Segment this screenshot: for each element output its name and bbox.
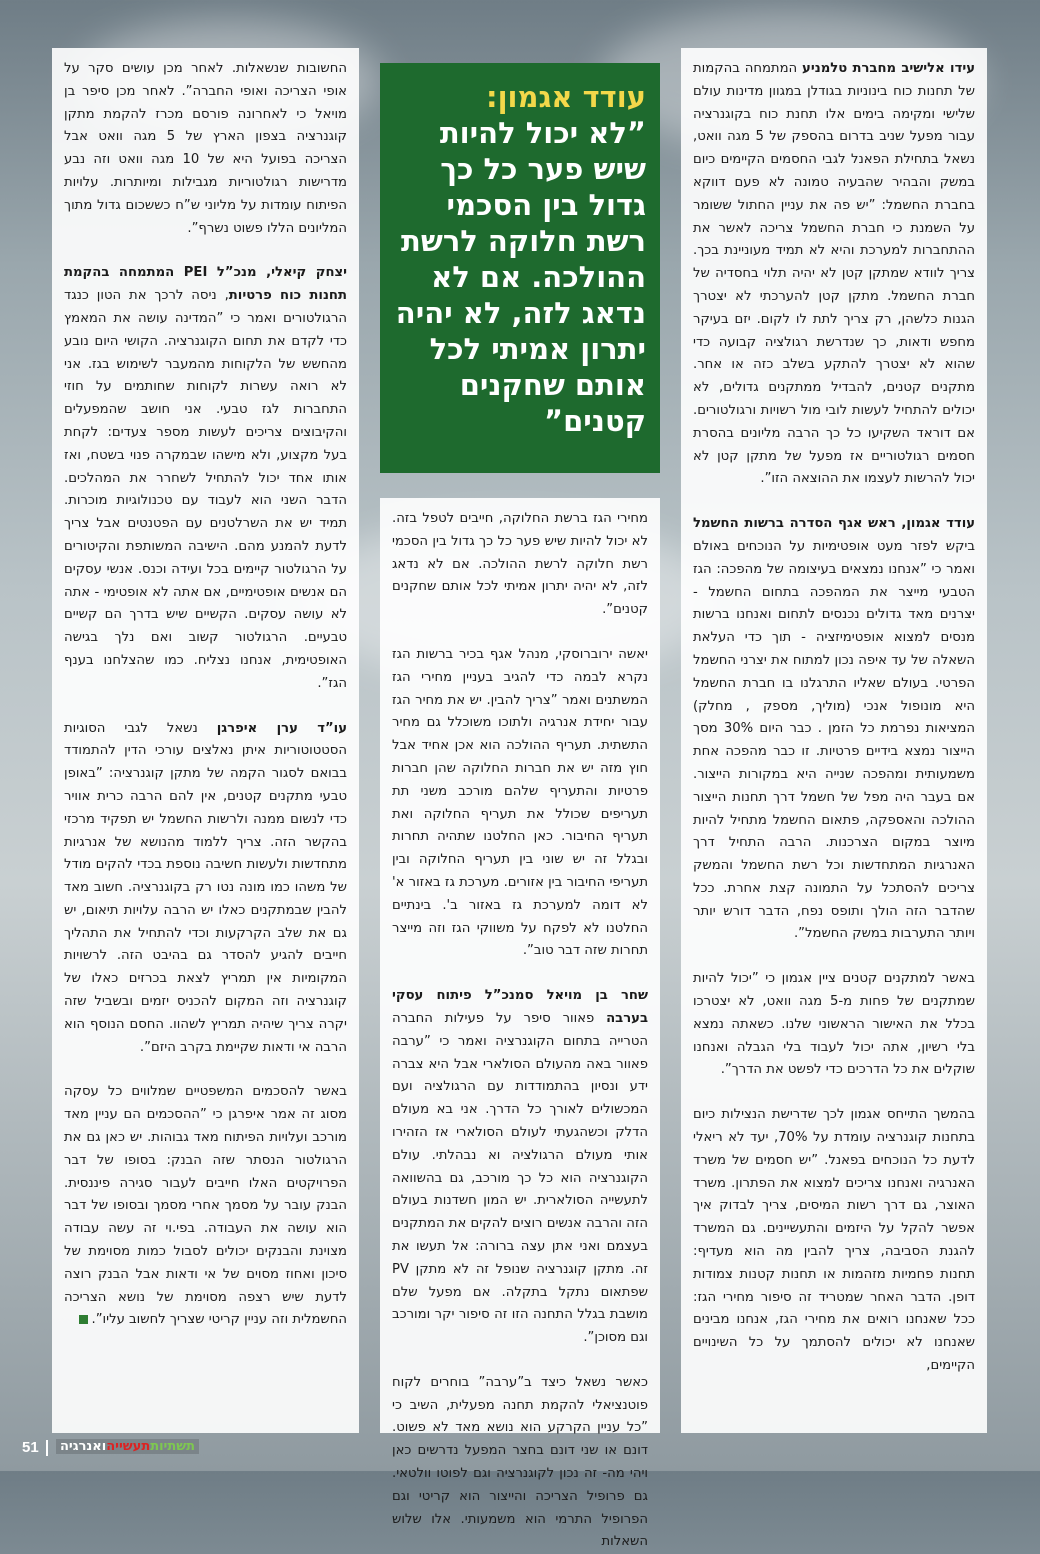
- article-paragraph: [392, 644, 648, 963]
- paragraph-text: מחירי הגז ברשת החלוקה, חייבים לטפל בזה. לא יכול להיות שיש פער כל כך גדול בין הסכמי רשת חלוקה לרשת ההולכה. אם לא נדאג לזה, לא יהיה יתרון אמיתי לכל אותם שחקנים קטנים”.: [392, 511, 648, 618]
- page-footer: [0, 1433, 1040, 1471]
- paragraph-text: פאוור סיפר על פעילות החברה הטרייה בתחום הקוגנרציה ואמר כי ”ערבה פאוור באה מהעולם הסולארי אבל היא צברה ידע ונסיון בהתמודדות עם הרגולציה ועם המכשולים לאורך כל הדרך. אני בא מעולם הדלק וכשהגעתי לעולם הסולארי אז הזהירו אותי מעולם הרגולציה וא נבהלתי. עולם הקוגנרציה הוא כל כך מורכב, גם בהשוואה לתעשייה הסולארית. יש המון חשדנות בעולם הזה והרבה אנשים רוצים להקים את המתקנים בעצמם ואני אתן עצה ברורה: אל תעשו את זה. מתקן קוגנרציה שנופל זה לא מתקן PV שפתאום נתקל בתקלה. אם מפעל שלם מושבת בגלל התחנה הזו זה סיפור יקר ומורכב וגם מסוכן”.: [392, 1010, 648, 1346]
- article-paragraph: [64, 262, 347, 695]
- article-paragraph: [64, 58, 347, 240]
- speaker-name: עו”ד ערן איפרגן: [216, 720, 347, 736]
- paragraph-text: , ניסה לרכך את הטון כנגד הרגולטורים ואמר כי ”המדינה עושה את המאמץ כדי לקדם את תחום הקוגנרציה. הקושי היום נובע מהחשש של הלקוחות מהמעבר לשימוש בגז. אני לא רואה עשרות לקוחות שחותמים על חוזי התחברות לגז טבעי. אני חושב שהמפעלים והקיבוצים צריכים לעשות מספר צעדים: לקחת בעל מקצוע, ולא מישהו שבמקרה פנוי בשטח, ואז אותו אחד יכול להתחיל לשחרר את המהלכים. הדבר השני הוא לעבוד עם טכנולוגיות מוכרות. תמיד יש את השרלטנים עם הפטנטים אבל צריך לדעת להמנע מהם. הישיבה המשותפת והקיטורים על הרגולטור קיימים בכל ועידה וכנס. אנשי עסקים הם אנשים אופטימיים, אם אתה לא אופטימי - אתה לא עושה עסקים. הקשיים שיש בדרך הם קשיים טבעיים. הרגולטור קשוב ואם נלך בגישה האופטימית, אנחנו נצליח. כמו שהצלחנו בענף הגז”.: [64, 288, 347, 691]
- paragraph-text: ביקש לפזר מעט אופטימיות על הנוכחים באולם ואמר כי ”אנחנו נמצאים בעיצומה של מהפכה: הגז הטבעי מייצר את המהפכה בתחום החשמל - יצרנים מאד גדולים נכנסים לתחום ואנחנו ברשות מנסים למצוא אופטימיזציה - תוך כדי העלאת השאלה של עד איפה נכון למתוח את יצרני החשמל הפרטי. בעולם שאליו התרגלנו בו חברת החשמל היא מונופול אנכי (מוליך, מספק , מחלק) המציאות נפרמת כל הזמן . כבר היום 30% מסך הייצור נמצא בידיים פרטיות. זו כבר מהפכה אחת משמעותית ומהפכה שנייה היא במקורות הייצור. אם בעבר היה מפל של חשמל דרך תחנות הייצור ההולכה והאספקה, פתאום החשמל מתחיל להיות מיוצר במקום הצרכנות. הרבה התחיל דרך האנרגיות המתחדשות וכל רשת החשמל והמשק צריכים להסתכל על התמונה קצת אחרת. ככל שהדבר הזה הולך ותופס נפח, הדבר דורש יותר ויותר התערבות במשק החשמל”.: [693, 538, 975, 942]
- speaker-name: יצחק קיאלי, מנכ”ל PEI המתמחה בהקמת תחנות כוח פרטיות: [64, 265, 347, 304]
- article-column-middle: [380, 498, 660, 1550]
- paragraph-text: יאשה ירוברוסקי, מנהל אגף בכיר ברשות הגז נקרא לבמה כדי להגיב בעניין מחירי הגז המשתנים ואמר ”צריך להבין. יש את מחיר הגז עבור יחידת אנרגיה ולתוכו משוכלל גם מחיר התשתית. תעריף ההולכה הוא אכן אחיד אבל חוץ מזה יש את חברות החלוקה שהן חברות פרטיות והתעריף שלהם מורכב משני תת תעריפים שכולל את תעריף החלוקה ואת תעריף החיבור. כאן החלטנו שתהיה תחרות ובגלל זה יש שוני בין תעריף החלוקה ובין תעריפי החיבור בין אזורים. מערכת גז באזור א' לא דומה למערכת גז באזור ב'. בינתיים החלטנו לא לפקח על משווקי הגז וזה מייצר תחרות שזה דבר טוב”.: [392, 646, 648, 959]
- magazine-name-part: ואנרגיה: [60, 1439, 107, 1454]
- speaker-name: שחר בן מויאל סמנכ”ל פיתוח עסקי בערבה: [392, 988, 648, 1026]
- speaker-name: עודד אגמון, ראש אגף הסדרה ברשות החשמל: [693, 516, 975, 532]
- magazine-name: [56, 1439, 199, 1454]
- pull-quote-text: ”לא יכול להיות שיש פער כל כך גדול בין הסכמי רשת חלוקה לרשת ההולכה. אם לא נדאג לזה, לא יהיה יתרון אמיתי לכל אותם שחקנים קטנים”: [395, 116, 646, 438]
- speaker-name: עידו אלישיב מחברת טלמניע: [802, 61, 975, 76]
- page-number: 51: [22, 1439, 39, 1456]
- article-paragraph: [392, 985, 648, 1350]
- pull-quote-box: [380, 63, 660, 473]
- paragraph-text: נשאל לגבי הסוגיות הסטטוטוריות איתן נאלצים עורכי הדין להתמודד בבואם לסגור הקמה של מתקן קוגנרציה: ”באופן טבעי מתקנים קטנים, אין להם הרבה כרית אוויר כדי לנשום ממנה ולרשות החשמל יש תפקיד מרכזי בהקשר הזה. צריך ללמוד מהנושא של אנרגיות מתחדשות ולעשות חשיבה נוספת בכדי להקים מודל של משהו כמו מונה נטו רק בקוגנרציה. חשוב מאד להבין שבמתקנים כאלו יש הרבה עלויות תיאום, יש גם את שלב הקרקעות וכדי להתחיל את התהליך חייבים להגיע להסדר גם בהיבט הזה. לרשויות המקומיות אין תמריץ לצאת בכרזים כאלו של קוגנרציה וזה המקום להכניס יזמים ובשביל שזה יקרה צריך שיהיה תמריץ לשהוו. החסם הנוסף הוא הרבה אי ודאות שקיימת בקרב היזם”.: [64, 720, 347, 1055]
- pull-quote-name: עודד אגמון:: [485, 80, 646, 114]
- paragraph-text: המתמחה בהקמות של תחנות כוח בינוניות בגודלן במגוון מדינות עולם שלישי ומקימה בימים אלו תחנת כוח בקוגנרציה עבור מפעל שניב בדרום בהספק של 5 מגה וואט, נשאל בתחילת הפאנל לגבי החסמים הקיימים כיום במשק והבהיר שהבעיה טמונה לא פעם דווקא בחברת החשמל: ”יש פה את עניין החתול ששומר על השמנת כי חברת החשמל צריכה לאשר את ההתחברות למערכת והיא לא תמיד מעוניינת בכך. צריך לוודא שמתקן קטן לא יהיה תלוי בחסדיה של חברת החשמל. מתקן קטן להערכתי לא יצטרך הגנות כלשהן, רק צריך לתת לו לקום. יזם בעיקר מחפש ודאות, כך שנדרשת רגולציה קבועה כדי שהוא לא יצטרך להתקע בשלב כזה או אחר. מתקנים קטנים, להבדיל ממתקנים גדולים, לא יכולים להתחיל לעשות לובי מול רשויות ורגולטורים. אם דוראד השקיעו כל כך הרבה מליונים בהסרת חסמים רגולטוריים אז מפעל של מתקן קטן לא יכול להרשות לעצמו את ההוצאה הזו”.: [693, 61, 976, 487]
- article-column-left: [52, 48, 359, 1433]
- paragraph-text: החשובות שנשאלות. לאחר מכן עושים סקר על אופי הצריכה ואופי החברה”. לאחר מכן סיפר בן מויאל כי לאחרונה פורסם מכרז להקמת מתקן קוגנרציה בצפון הארץ של 5 מגה וואט אבל הצריכה בפועל היא של 10 מגה וואט וזה נבע מדרישות רגולטוריות מגבילות ומיותרות. עלויות הפיתוח עומדות על מליוני ש”ח כששכום גדול מתוך המליונים הללו פשוט נשרף”.: [64, 61, 347, 236]
- article-paragraph: [693, 58, 975, 491]
- paragraph-text: בהמשך התייחס אגמון לכך שדרישת הנצילות כיום בתחנות קוגנרציה עומדת על 70%, יעד לא ריאלי לדעת כל הנוכחים בפאנל. ”יש חסמים של משרד האנרגיה ואנחנו צריכים למצוא את הפתרון. משרד האוצר, גם דרך רשות המיסים, צריך לבדוק איך אפשר להקל על היזמים והתעשיינים. גם המשרד להגנת הסביבה, צריך להבין מה הוא מעדיף: תחנות פחמיות מזהמות או תחנות קטנות צמודות דופן. הדבר האחר שמטריד זה סיפור מחירי הגז: ככל שאנחנו רואים את מחירי הגז, אנחנו מבינים שאנחנו לא יכולים להסתמך על כל השינויים הקיימים,: [693, 1107, 975, 1374]
- paragraph-text: באשר למתקנים קטנים ציין אגמון כי ”יכול להיות שמתקנים של פחות מ-5 מגה וואט, לא יצטרכו בכלל את האישור הראשוני שלנו. כשאתה נמצא בלי רשיון, אתה יכול לעבוד בלי הגבלה ואנחנו שוקלים את כל הדרכים כדי לפשט את הדרך”.: [693, 971, 976, 1078]
- article-paragraph: [693, 1104, 975, 1378]
- article-paragraph: [693, 513, 975, 946]
- article-paragraph: [693, 968, 975, 1082]
- paragraph-text: כאשר נשאל כיצד ב”ערבה” בוחרים לקוח פוטנציאלי להקמת תחנה מפעלית, השיב כי ”כל עניין הקרקע הוא נושא מאד לא פשוט. דונם או שני דונם בחצר המפעל נדרשים כאן ויהי מה- זה נכון לקוגנרציה וגם לפוטו וולטאי. גם פרופיל הצריכה והייצור הוא קריטי וגם הפרופיל התרמי הוא משמעותי. אלו שלוש השאלות: [392, 1374, 648, 1550]
- article-paragraph: [64, 1081, 347, 1332]
- magazine-name-part: תעשייה: [106, 1439, 151, 1454]
- paragraph-text: באשר להסכמים המשפטיים שמלווים כל עסקה מסוג זה אמר איפרגן כי ”ההסכמים הם עניין מאד מורכב ועלויות הפיתוח מאד גבוהות. יש כאן גם את הרגולטור הנסתר שזה הבנק: בסופו של דבר הפרויקטים האלו חייבים לעבור סגירה פיננסית. הבנק עובר על מסמך אחרי מסמך ובסופו של דבר הוא עושה את העבודה. בפי.וי זה עשה עבודה מצוינת והבנקים יכולים לסבול כמות מסוימת של סיכון ואחוז מסוים של אי ודאות אבל הבנק רוצה לדעת שיש רצפה מסוימת של נושא הצריכה החשמלית וזה עניין קריטי שצריך לחשוב עליו”.: [64, 1084, 347, 1328]
- article-paragraph: [392, 508, 648, 622]
- end-of-article-icon: [79, 1315, 88, 1324]
- article-paragraph: [64, 718, 347, 1060]
- magazine-name-part: תשתיות: [150, 1439, 195, 1454]
- article-column-right: [681, 48, 987, 1433]
- footer-divider: [46, 1440, 48, 1456]
